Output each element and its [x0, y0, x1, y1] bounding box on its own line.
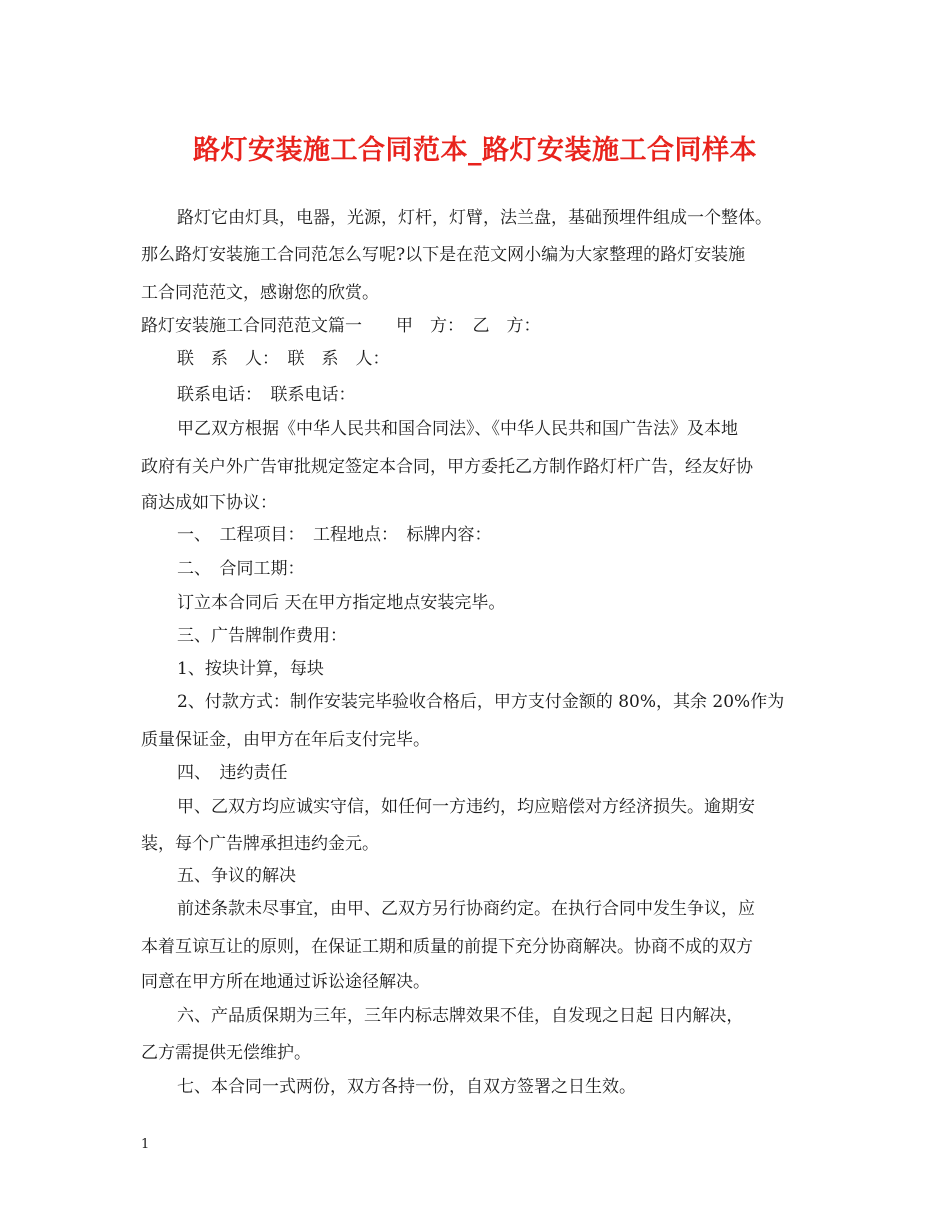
- paragraph-line: 联系电话： 联系电话：: [177, 385, 356, 405]
- paragraph-line: 装，每个广告牌承担违约金元。: [141, 834, 379, 854]
- paragraph-line: 工合同范范文，感谢您的欣赏。: [141, 283, 379, 303]
- paragraph-line: 甲乙双方根据《中华人民共和国合同法》、《中华人民共和国广告法》及本地: [177, 419, 738, 439]
- paragraph-line: 政府有关户外广告审批规定签定本合同，甲方委托乙方制作路灯杆广告，经友好协: [141, 457, 753, 477]
- paragraph-line: 六、产品质保期为三年，三年内标志牌效果不佳，自发现之日起 日内解决，: [177, 1006, 744, 1026]
- paragraph-line: 路灯安装施工合同范范文篇一 甲 方： 乙 方：: [141, 316, 541, 336]
- paragraph-line: 乙方需提供无偿维护。: [141, 1043, 311, 1063]
- paragraph-line: 五、争议的解决: [177, 866, 296, 886]
- paragraph-line: 同意在甲方所在地通过诉讼途径解决。: [141, 972, 430, 992]
- paragraph-line: 路灯它由灯具，电器，光源，灯杆，灯臂，法兰盘，基础预埋件组成一个整体。: [177, 208, 772, 228]
- paragraph-line: 甲、乙双方均应诚实守信，如任何一方违约，均应赔偿对方经济损失。逾期安: [177, 797, 755, 817]
- paragraph-line: 联 系 人： 联 系 人：: [177, 349, 390, 369]
- paragraph-line: 那么路灯安装施工合同范怎么写呢?以下是在范文网小编为大家整理的路灯安装施: [141, 245, 746, 265]
- paragraph-line: 订立本合同后 天在甲方指定地点安装完毕。: [177, 593, 506, 613]
- paragraph-line: 商达成如下协议：: [141, 493, 277, 513]
- paragraph-line: 三、广告牌制作费用：: [177, 626, 347, 646]
- paragraph-line: 1、按块计算，每块: [177, 659, 324, 679]
- paragraph-line: 四、 违约责任: [177, 763, 288, 783]
- paragraph-line: 质量保证金，由甲方在年后支付完毕。: [141, 730, 430, 750]
- paragraph-line: 一、 工程项目： 工程地点： 标牌内容：: [177, 525, 492, 545]
- paragraph-line: 二、 合同工期：: [177, 559, 305, 579]
- paragraph-line: 本着互谅互让的原则，在保证工期和质量的前提下充分协商解决。协商不成的双方: [141, 937, 753, 957]
- document-title: 路灯安装施工合同范本_路灯安装施工合同样本: [193, 135, 757, 166]
- paragraph-line: 2、付款方式：制作安装完毕验收合格后，甲方支付金额的 80%，其余 20%作为: [177, 692, 785, 712]
- paragraph-line: 七、本合同一式两份，双方各持一份，自双方签署之日生效。: [177, 1077, 636, 1097]
- paragraph-line: 前述条款未尽事宜，由甲、乙双方另行协商约定。在执行合同中发生争议，应: [177, 899, 755, 919]
- page-number: 1: [141, 1137, 150, 1152]
